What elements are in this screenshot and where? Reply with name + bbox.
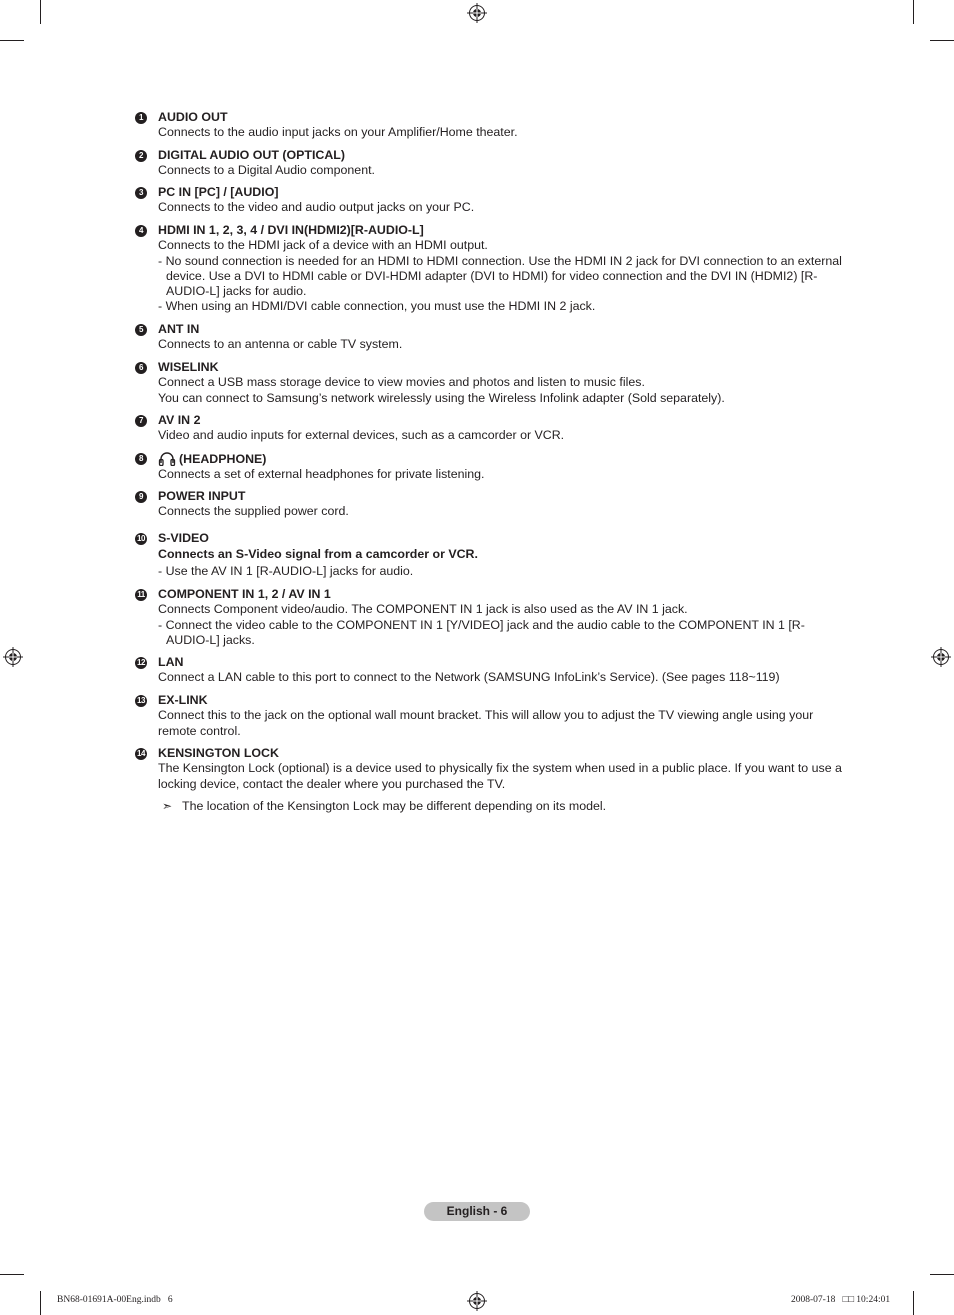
item-title: ANT IN xyxy=(158,322,200,336)
item-number-badge: 2 xyxy=(135,150,147,162)
item-title: AV IN 2 xyxy=(158,413,201,427)
item-title: POWER INPUT xyxy=(158,489,246,503)
item-number-badge: 1 xyxy=(135,112,147,124)
item-number-badge: 10 xyxy=(135,533,147,545)
registration-mark-icon xyxy=(467,3,487,23)
crop-mark-top-right-h xyxy=(930,40,954,41)
crop-mark-bottom-left-v xyxy=(40,1291,41,1315)
item-title: HDMI IN 1, 2, 3, 4 / DVI IN(HDMI2)[R-AUDIO-L] xyxy=(158,223,424,237)
item-number-badge: 9 xyxy=(135,491,147,503)
list-item-av-in-2 xyxy=(134,413,564,444)
list-item-wiselink xyxy=(134,360,725,406)
item-number-badge: 13 xyxy=(135,695,147,707)
list-item-kensington-lock xyxy=(134,746,846,814)
item-title: AUDIO OUT xyxy=(158,110,228,124)
item-note: - Use the AV IN 1 [R-AUDIO-L] jacks for audio. xyxy=(158,563,414,578)
item-title: KENSINGTON LOCK xyxy=(158,746,279,760)
item-description: Connects to the video and audio output jacks on your PC. xyxy=(158,200,475,215)
item-number-badge: 6 xyxy=(135,362,147,374)
list-item-s-video xyxy=(134,531,478,579)
list-item-headphone xyxy=(134,451,485,483)
item-title: COMPONENT IN 1, 2 / AV IN 1 xyxy=(158,587,331,601)
item-description: Connects to the HDMI jack of a device with an HDMI output. xyxy=(158,238,488,253)
list-item-lan xyxy=(134,655,780,686)
list-item-pc-in xyxy=(134,185,474,216)
item-title-wrap xyxy=(158,451,485,467)
item-note: - Connect the video cable to the COMPONENT IN 1 [Y/VIDEO] jack and the audio cable to the COMPONENT IN 1 [R-AUDIO-L] jacks. xyxy=(158,617,805,647)
item-number-badge: 3 xyxy=(135,187,147,199)
item-description: Connect a LAN cable to this port to connect to the Network (SAMSUNG InfoLink’s Service). (See pages 118~119) xyxy=(158,670,780,685)
item-title: LAN xyxy=(158,655,184,669)
item-number-badge: 4 xyxy=(135,225,147,237)
headphone-icon xyxy=(158,451,176,466)
list-item-digital-audio-out xyxy=(134,148,375,179)
file-slug: BN68-01691A-00Eng.indb 6 xyxy=(57,1295,173,1305)
kensington-note xyxy=(134,799,846,814)
registration-mark-icon xyxy=(931,647,951,667)
item-title: WISELINK xyxy=(158,360,219,374)
crop-mark-bottom-left-h xyxy=(0,1274,24,1275)
item-description: Connect a USB mass storage device to view movies and photos and listen to music files. xyxy=(158,375,645,390)
item-description: Connects an S-Video signal from a camcorder or VCR. xyxy=(158,547,478,562)
item-description: Connects the supplied power cord. xyxy=(158,504,349,519)
crop-mark-top-left-h xyxy=(0,40,24,41)
item-note: - When using an HDMI/DVI cable connection, you must use the HDMI IN 2 jack. xyxy=(158,299,596,314)
item-title: PC IN [PC] / [AUDIO] xyxy=(158,185,279,199)
item-description: Connects to the audio input jacks on your Amplifier/Home theater. xyxy=(158,125,518,140)
item-number-badge: 11 xyxy=(135,589,147,601)
item-description: Connects to an antenna or cable TV system. xyxy=(158,337,403,352)
item-description: Video and audio inputs for external devices, such as a camcorder or VCR. xyxy=(158,428,565,443)
item-title: (HEADPHONE) xyxy=(179,452,267,466)
item-title: S-VIDEO xyxy=(158,531,209,545)
item-number-badge: 5 xyxy=(135,324,147,336)
registration-mark-icon xyxy=(467,1291,487,1311)
note-arrow-icon: ➣ xyxy=(162,798,173,813)
item-number-badge: 8 xyxy=(135,453,147,465)
page-number-label: English - 6 xyxy=(424,1202,530,1221)
item-title: DIGITAL AUDIO OUT (OPTICAL) xyxy=(158,148,345,162)
item-number-badge: 14 xyxy=(135,748,147,760)
registration-mark-icon xyxy=(3,647,23,667)
list-item-audio-out xyxy=(134,110,518,141)
note-text: The location of the Kensington Lock may be different depending on its model. xyxy=(182,798,607,813)
list-item-hdmi-in xyxy=(134,223,846,315)
crop-mark-top-right-v xyxy=(913,0,914,24)
list-item-ex-link xyxy=(134,693,846,739)
item-note: - No sound connection is needed for an HDMI to HDMI connection. Use the HDMI IN 2 jack for DVI connection to an external device. Use a DVI to HDMI cable or DVI-HDMI adapter (DVI to HDMI) for video connection and the DVI IN (HDMI2) [R-AUDIO-L] jacks for audio. xyxy=(158,253,842,299)
crop-mark-bottom-right-v xyxy=(913,1291,914,1315)
list-item-power-input xyxy=(134,489,349,520)
list-item-ant-in xyxy=(134,322,402,353)
crop-mark-top-left-v xyxy=(40,0,41,24)
crop-mark-bottom-right-h xyxy=(930,1274,954,1275)
item-description: Connects Component video/audio. The COMPONENT IN 1 jack is also used as the AV IN 1 jack. xyxy=(158,602,688,617)
item-title: EX-LINK xyxy=(158,693,208,707)
item-number-badge: 12 xyxy=(135,657,147,669)
print-timestamp: 2008-07-18 □□ 10:24:01 xyxy=(791,1295,891,1305)
list-item-component-in xyxy=(134,587,846,648)
item-description: Connect this to the jack on the optional wall mount bracket. This will allow you to adjust the TV viewing angle using your remote control. xyxy=(158,708,814,738)
item-description: Connects to a Digital Audio component. xyxy=(158,163,375,178)
item-description: The Kensington Lock (optional) is a device used to physically fix the system when used in a public place. If you want to use a locking device, contact the dealer where you purchased the TV. xyxy=(158,761,842,791)
item-description: Connects a set of external headphones for private listening. xyxy=(158,467,485,482)
item-number-badge: 7 xyxy=(135,415,147,427)
item-description: You can connect to Samsung’s network wirelessly using the Wireless Infolink adapter (Sold separately). xyxy=(158,390,725,405)
